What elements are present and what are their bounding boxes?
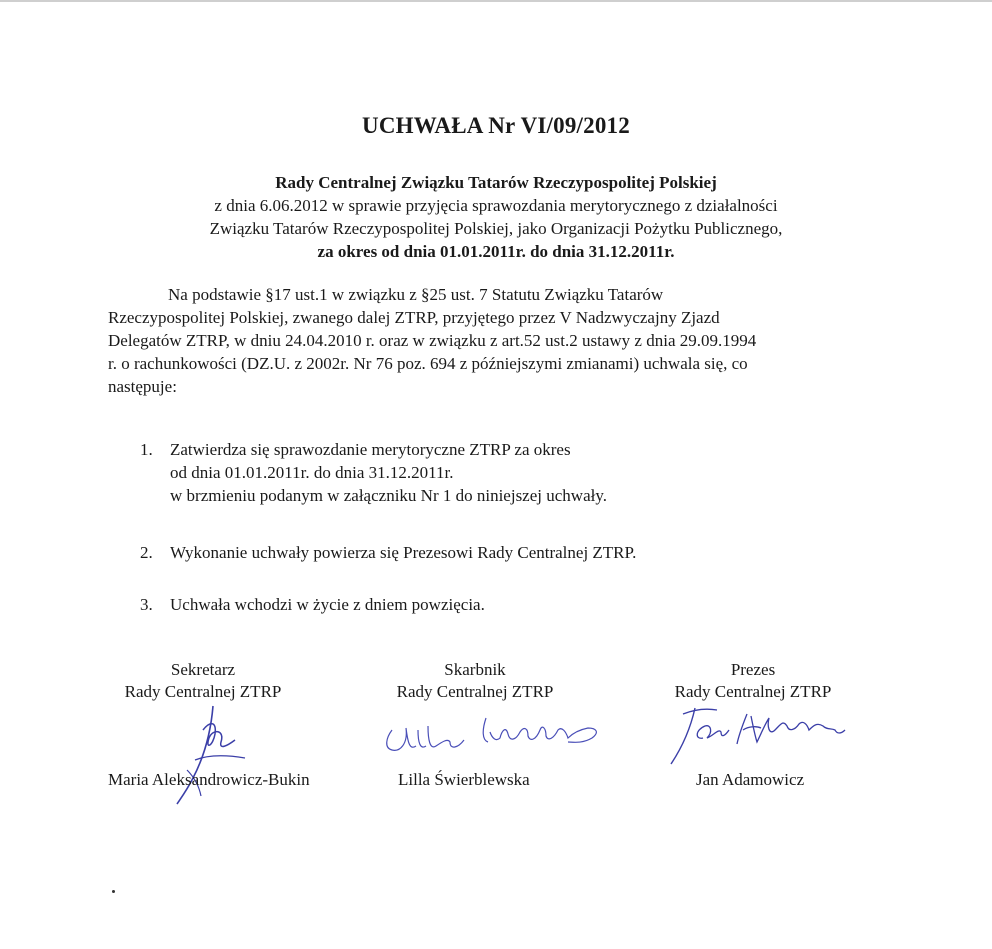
signature-block-treasurer (380, 659, 570, 703)
paragraph-line-5: następuje: (108, 377, 177, 396)
paragraph-line-4: r. o rachunkowości (DZ.U. z 2002r. Nr 76 poz. 694 z późniejszymi zmianami) uchwala się, co (108, 354, 748, 373)
signature-body: Rady Centralnej ZTRP (124, 682, 282, 701)
paragraph-line-2: Rzeczypospolitej Polskiej, zwanego dalej ZTRP, przyjętego przez V Nadzwyczajny Zjazd (108, 308, 720, 327)
signature-role: Prezes (730, 660, 776, 679)
item-line: Uchwała wchodzi w życie z dniem powzięcia. (170, 595, 485, 614)
paragraph-line-1: Na podstawie §17 ust.1 w związku z §25 ust. 7 Statutu Związku Tatarów (168, 285, 664, 304)
document-title: UCHWAŁA Nr VI/09/2012 (362, 113, 630, 138)
item-line: od dnia 01.01.2011r. do dnia 31.12.2011r. (170, 463, 454, 482)
header-line-2: z dnia 6.06.2012 w sprawie przyjęcia sprawozdania merytorycznego z działalności (214, 196, 778, 215)
signature-block-president (658, 659, 848, 703)
signature-name: Jan Adamowicz (696, 770, 805, 789)
signature-body: Rady Centralnej ZTRP (396, 682, 554, 701)
signature-secretary (165, 700, 255, 810)
top-border (0, 0, 992, 2)
signature-block-secretary (108, 659, 298, 703)
item-number: 1. (140, 440, 153, 459)
legal-basis-paragraph (108, 283, 756, 398)
stray-mark (112, 890, 115, 893)
item-number: 2. (140, 543, 153, 562)
signature-president (665, 700, 850, 770)
item-line: w brzmieniu podanym w załączniku Nr 1 do niniejszej uchwały. (170, 486, 607, 505)
item-number: 3. (140, 595, 153, 614)
item-text (170, 593, 485, 616)
header-line-1: Rady Centralnej Związku Tatarów Rzeczypospolitej Polskiej (275, 173, 717, 192)
signature-name: Maria Aleksandrowicz-Bukin (108, 770, 310, 789)
resolution-header (0, 171, 992, 263)
item-line: Zatwierdza się sprawozdanie merytoryczne ZTRP za okres (170, 440, 571, 459)
signature-name: Lilla Świerblewska (398, 770, 530, 789)
header-line-3: Związku Tatarów Rzeczypospolitej Polskiej, jako Organizacji Pożytku Publicznego, (209, 219, 783, 238)
paragraph-line-3: Delegatów ZTRP, w dniu 24.04.2010 r. oraz w związku z art.52 ust.2 ustawy z dnia 29.09.1994 (108, 331, 757, 350)
signature-role: Skarbnik (444, 660, 506, 679)
header-line-4: za okres od dnia 01.01.2011r. do dnia 31.12.2011r. (317, 242, 675, 261)
signature-role: Sekretarz (170, 660, 236, 679)
item-text (170, 541, 636, 564)
item-text (170, 438, 607, 507)
signature-body: Rady Centralnej ZTRP (674, 682, 832, 701)
item-line: Wykonanie uchwały powierza się Prezesowi Rady Centralnej ZTRP. (170, 543, 637, 562)
signature-treasurer (378, 708, 608, 760)
